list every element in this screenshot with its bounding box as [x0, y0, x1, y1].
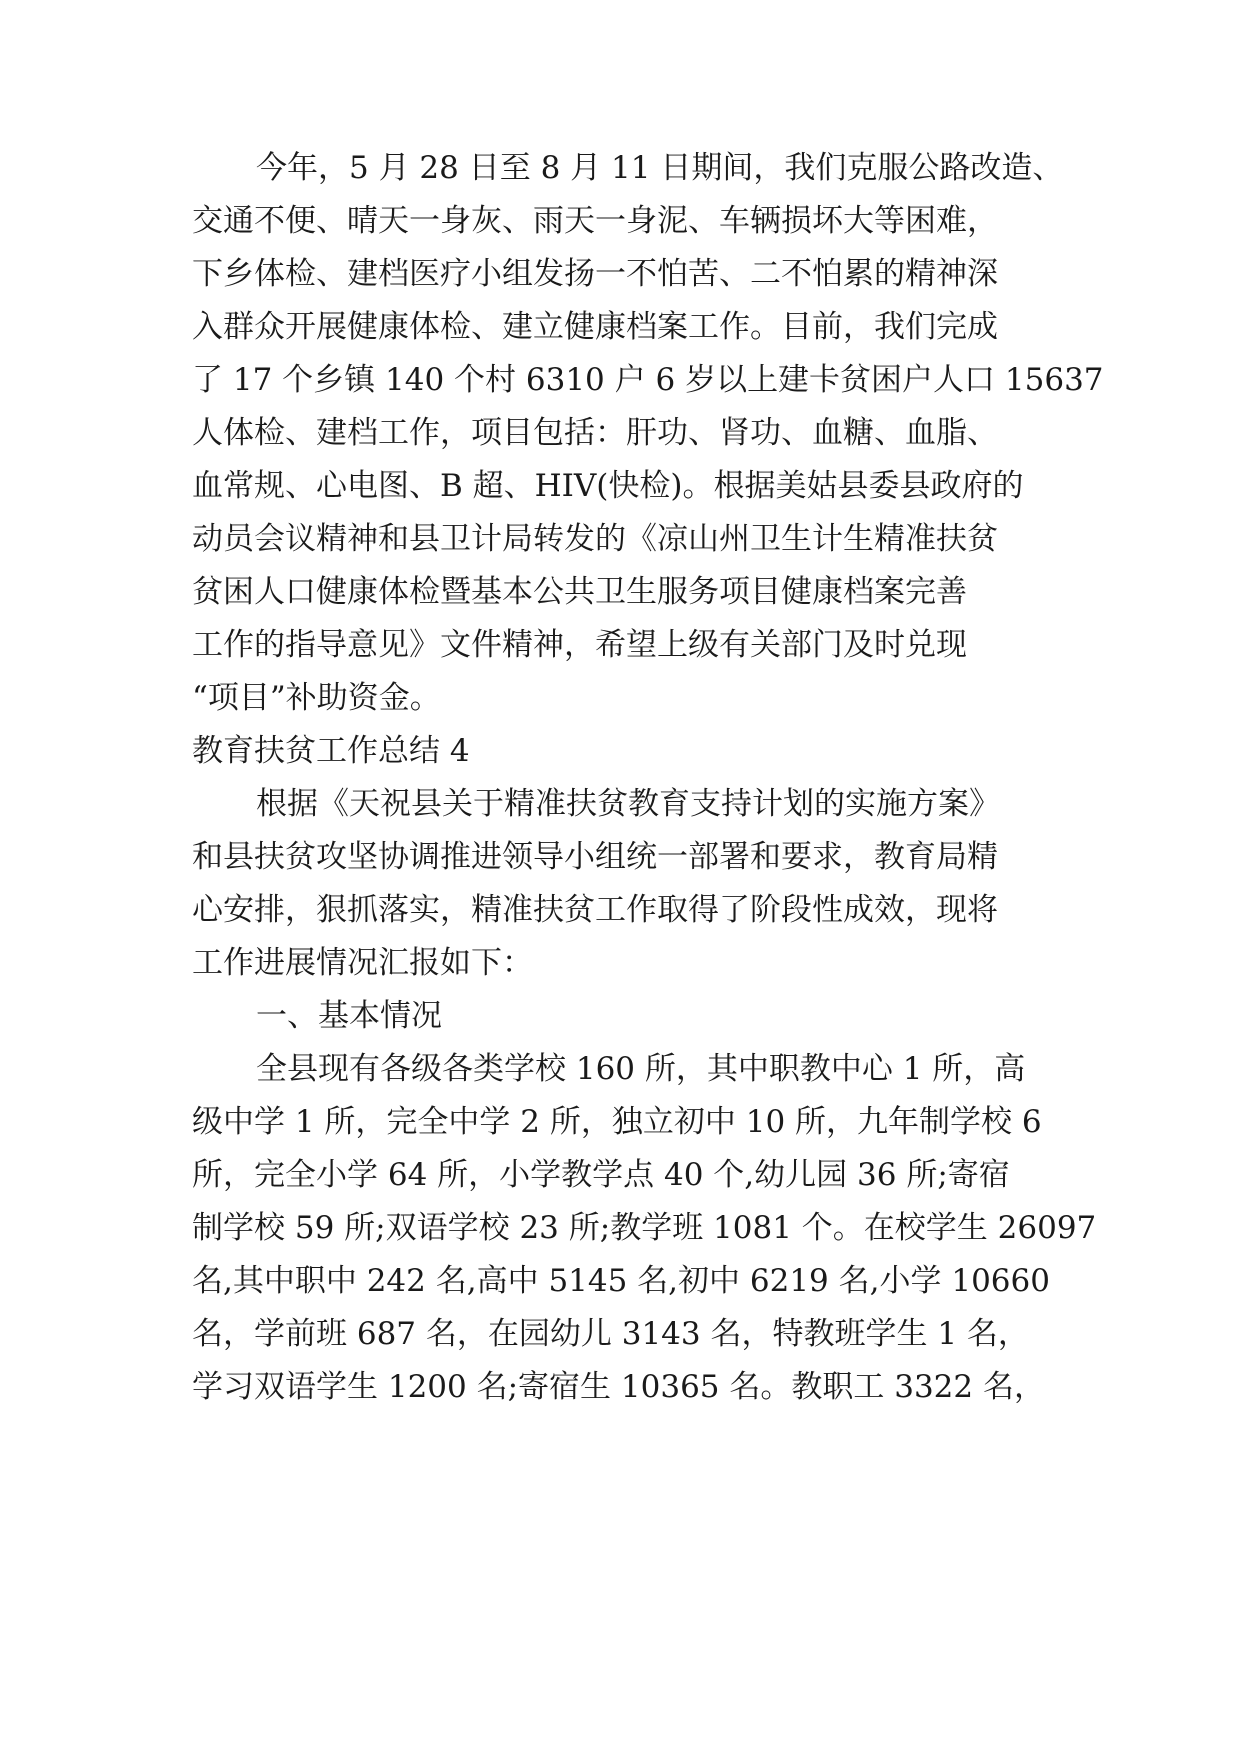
- paragraph-1-line-4: 入群众开展健康体检、建立健康档案工作。目前，我们完成: [192, 309, 998, 345]
- paragraph-2-line-3: 心安排，狠抓落实，精准扶贫工作取得了阶段性成效，现将: [192, 892, 998, 928]
- paragraph-1-line-8: 动员会议精神和县卫计局转发的《凉山州卫生计生精准扶贫: [192, 521, 998, 557]
- paragraph-2-line-1: 根据《天祝县关于精准扶贫教育支持计划的实施方案》: [256, 786, 1000, 822]
- paragraph-2-line-4: 工作进展情况汇报如下：: [192, 945, 533, 981]
- paragraph-1-line-3: 下乡体检、建档医疗小组发扬一不怕苦、二不怕累的精神深: [192, 256, 998, 292]
- paragraph-1-line-11: “项目”补助资金。: [192, 680, 441, 716]
- subheading-basic-situation: 一、基本情况: [256, 998, 442, 1034]
- paragraph-3-line-1: 全县现有各级各类学校 160 所，其中职教中心 1 所，高: [256, 1051, 1026, 1087]
- paragraph-1-line-5: 了 17 个乡镇 140 个村 6310 户 6 岁以上建卡贫困户人口 15637: [192, 362, 1104, 398]
- paragraph-3-line-4: 制学校 59 所;双语学校 23 所;教学班 1081 个。在校学生 26097: [192, 1210, 1097, 1246]
- paragraph-1-line-10: 工作的指导意见》文件精神，希望上级有关部门及时兑现: [192, 627, 967, 663]
- paragraph-3-line-7: 学习双语学生 1200 名;寄宿生 10365 名。教职工 3322 名，: [192, 1369, 1045, 1405]
- paragraph-3-line-3: 所，完全小学 64 所，小学教学点 40 个,幼儿园 36 所;寄宿: [192, 1157, 1010, 1193]
- paragraph-1-line-9: 贫困人口健康体检暨基本公共卫生服务项目健康档案完善: [192, 574, 967, 610]
- paragraph-1-line-6: 人体检、建档工作，项目包括：肝功、肾功、血糖、血脂、: [192, 415, 998, 451]
- paragraph-1-line-2: 交通不便、晴天一身灰、雨天一身泥、车辆损坏大等困难，: [192, 203, 998, 239]
- paragraph-3-line-2: 级中学 1 所，完全中学 2 所，独立初中 10 所，九年制学校 6: [192, 1104, 1042, 1140]
- paragraph-3-line-5: 名,其中职中 242 名,高中 5145 名,初中 6219 名,小学 10660: [192, 1263, 1050, 1299]
- paragraph-1-line-1: 今年，5 月 28 日至 8 月 11 日期间，我们克服公路改造、: [256, 150, 1064, 186]
- paragraph-1-line-7: 血常规、心电图、B 超、HIV(快检)。根据美姑县委县政府的: [192, 468, 1024, 504]
- paragraph-3-line-6: 名，学前班 687 名，在园幼儿 3143 名，特教班学生 1 名，: [192, 1316, 1029, 1352]
- paragraph-2-line-2: 和县扶贫攻坚协调推进领导小组统一部署和要求，教育局精: [192, 839, 998, 875]
- section-title: 教育扶贫工作总结 4: [192, 733, 470, 769]
